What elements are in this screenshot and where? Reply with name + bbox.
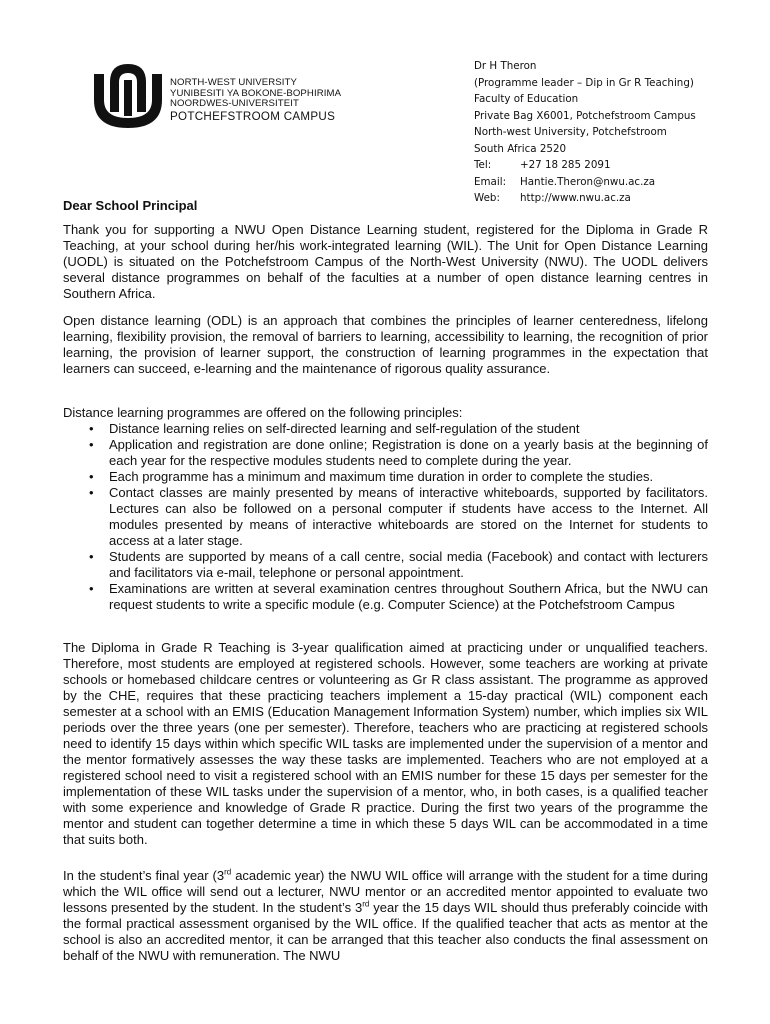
bullet-icon: • [89, 549, 94, 564]
principles-list [63, 421, 708, 613]
web-label: Web: [474, 192, 500, 204]
list-item [63, 581, 708, 613]
para4-part2: academic year) the NWU WIL office will arrange with the student for a time during which the WIL office will send out a lecturer, NWU mentor or an accredited mentor appointed to evaluate two lessons presented by the student. In the student’s 3 [63, 868, 709, 915]
nwu-emblem-icon [92, 60, 164, 130]
contact-email-row [474, 174, 696, 191]
bullet-icon: • [89, 437, 94, 452]
list-item-text: Examinations are written at several examination centres throughout Southern Africa, but the NWU can request students to write a specific module (e.g. Computer Science) at the Potchefstroom Campus [109, 581, 708, 612]
principles-section [63, 405, 708, 613]
contact-faculty: Faculty of Education [474, 93, 579, 105]
list-item [63, 485, 708, 549]
para4-sup2: rd [362, 899, 370, 909]
logo-line-2: YUNIBESITI YA BOKONE-BOPHIRIMA [170, 87, 342, 99]
list-item-text: Contact classes are mainly presented by means of interactive whiteboards, supported by facilitators. Lectures can also be followed on a personal computer if students have access to the Internet. All modules presented by means of interactive whiteboards are stored on the Internet for students to access at a later stage. [109, 485, 708, 548]
list-item [63, 421, 708, 437]
list-item-text: Students are supported by means of a call centre, social media (Facebook) and contact with lecturers and facilitators via e-mail, telephone or personal appointment. [109, 549, 708, 580]
contact-role: (Programme leader – Dip in Gr R Teaching) [474, 76, 694, 89]
paragraph-intro: Thank you for supporting a NWU Open Distance Learning student, registered for the Diploma in Grade R Teaching, at your school during her/his work-integrated learning (WIL). The Unit for Open Distance Learning (UODL) is situated on the Potchefstroom Campus of the North-West University (NWU). The UODL delivers several distance programmes on behalf of the faculties at a number of open distance learning centres in Southern Africa. [63, 222, 708, 301]
contact-web-row [474, 190, 696, 207]
list-item-text: Application and registration are done online; Registration is done on a yearly basis at the beginning of each year for the respective modules students need to complete during the year. [109, 437, 708, 468]
para4-sup1: rd [224, 867, 232, 877]
contact-address-1: Private Bag X6001, Potchefstroom Campus [474, 109, 696, 122]
paragraph-final-year [63, 868, 708, 964]
bullet-icon: • [89, 485, 94, 500]
contact-name: Dr H Theron [474, 60, 537, 72]
logo-line-1: NORTH-WEST UNIVERSITY [170, 77, 298, 88]
bullet-icon: • [89, 421, 94, 436]
tel-label: Tel: [474, 159, 492, 171]
university-logo [92, 60, 342, 130]
list-item [63, 469, 708, 485]
list-item-text: Distance learning relies on self-directed learning and self-regulation of the student [109, 421, 580, 436]
email-label: Email: [474, 175, 507, 188]
logo-line-3: NOORDWES-UNIVERSITEIT [170, 98, 299, 109]
list-item [63, 549, 708, 581]
logo-campus: POTCHEFSTROOM CAMPUS [170, 109, 336, 123]
greeting: Dear School Principal [63, 198, 198, 213]
para4-part3: year the 15 days WIL should thus preferably coincide with the formal practical assessment organised by the WIL office. If the qualified teacher that acts as mentor at the school is also an accredited mentor, it can be arranged that this teacher also conducts the final assessment on behalf of the NWU with remuneration. The NWU [63, 900, 709, 963]
contact-address-3: South Africa 2520 [474, 142, 567, 155]
contact-tel-row [474, 157, 696, 174]
web-link[interactable]: http://www.nwu.ac.za [520, 192, 631, 204]
bullet-icon: • [89, 581, 94, 596]
email-link[interactable]: Hantie.Theron@nwu.ac.za [520, 175, 656, 188]
list-item-text: Each programme has a minimum and maximum time duration in order to complete the studies. [109, 469, 654, 484]
tel-value: +27 18 285 2091 [520, 159, 611, 171]
principles-intro: Distance learning programmes are offered on the following principles: [63, 405, 463, 420]
contact-address-2: North-west University, Potchefstroom [474, 126, 667, 138]
bullet-icon: • [89, 469, 94, 484]
para4-part1: In the student’s final year (3 [63, 868, 225, 883]
contact-block [474, 58, 696, 207]
paragraph-odl: Open distance learning (ODL) is an approach that combines the principles of learner centeredness, lifelong learning, flexibility provision, the removal of barriers to learning, accessibility to learning, the recognition of prior learning, the provision of learner support, the construction of learning programmes in the expectation that learners can succeed, e-learning and the maintenance of rigorous quality assurance. [63, 313, 708, 376]
list-item [63, 437, 708, 469]
paragraph-diploma: The Diploma in Grade R Teaching is 3-year qualification aimed at practicing under or unqualified teachers. Therefore, most students are employed at registered schools. However, some teachers are working at private schools or homebased childcare centres or volunteering as Gr R class assistant. The programme as approved by the CHE, requires that these practicing teachers implement a 15-day practical (WIL) component each semester at a school with an EMIS (Education Management Information System) number, which implies six WIL periods over the three years (one per semester). Therefore, teachers who are practicing at registered schools need to identify 15 days within which specific WIL tasks are implemented under the supervision of a mentor and the mentor formatively assesses the way these tasks are implemented. Teachers who are not employed at a registered school need to visit a registered school with an EMIS number for these 15 days per semester for the implementation of these WIL tasks under the supervision of a mentor, who, in both cases, is a qualified teacher with some experience and knowledge of Grade R practice. During the first two years of the programme the mentor and student can together determine a time in which these 5 days WIL can be accommodated in a time that suits both. [63, 640, 708, 847]
